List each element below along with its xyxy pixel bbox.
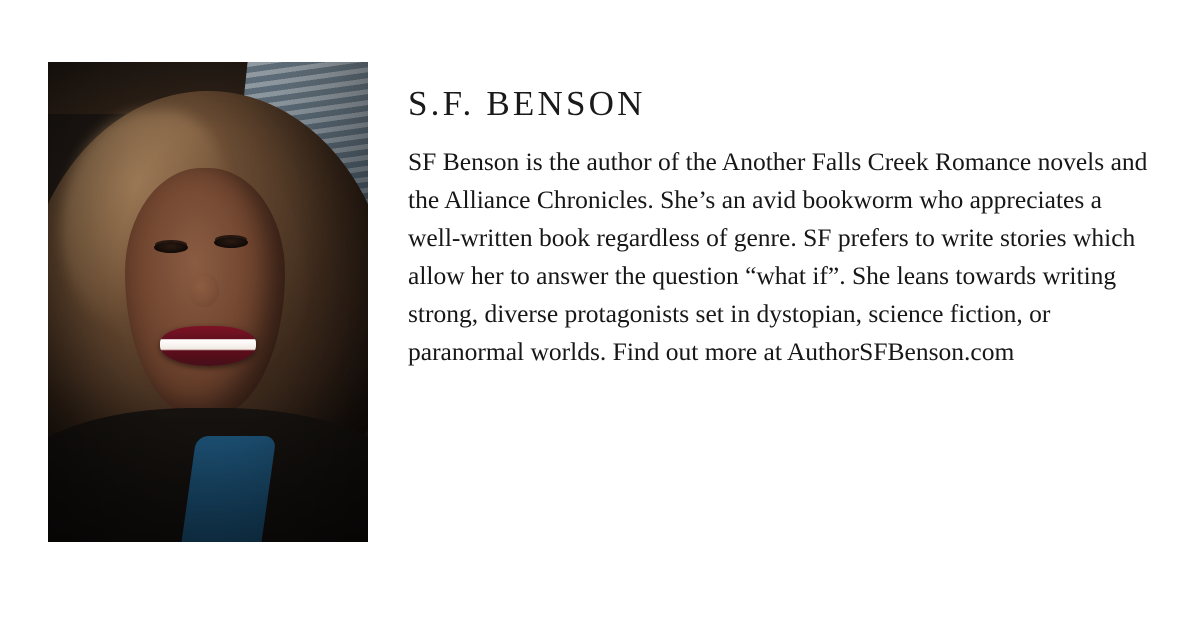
author-text-block [408,86,1160,371]
author-name: S.F. BENSON [408,84,646,123]
author-bio-text: SF Benson is the author of the Another Falls Creek Romance novels and the Alliance Chronicles. She’s an avid bookworm who appreciates a well-written book regardless of genre. SF prefers to write stories which allow her to answer the question “what if”. She leans towards writing strong, diverse protagonists set in dystopian, science fiction, or paranormal worlds. Find out more at AuthorSFBenson.com [408,147,1148,366]
portrait-vignette [48,62,368,542]
author-portrait [48,62,368,542]
